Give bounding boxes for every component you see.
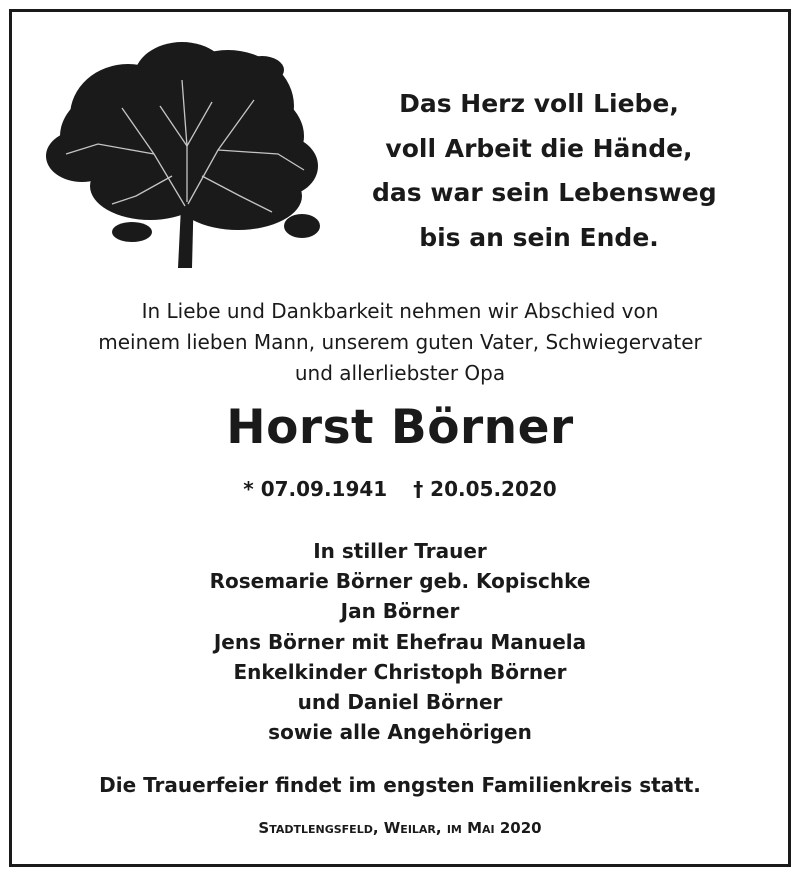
death-date: † 20.05.2020 <box>413 477 557 501</box>
poem-line: voll Arbeit die Hände, <box>385 133 693 163</box>
intro-line: In Liebe und Dankbarkeit nehmen wir Abschied von <box>141 299 659 323</box>
mourner-line: Rosemarie Börner geb. Kopischke <box>209 569 591 594</box>
deceased-name: Horst Börner <box>226 400 574 455</box>
poem-line: Das Herz voll Liebe, <box>399 89 679 118</box>
intro-line: und allerliebster Opa <box>294 361 506 385</box>
mourner-line: Jens Börner mit Ehefrau Manuela <box>213 629 587 654</box>
ceremony-note: Die Trauerfeier findet im engsten Familienkreis statt. <box>99 773 701 797</box>
poem-line: bis an sein Ende. <box>419 222 659 252</box>
mourner-line: In stiller Trauer <box>313 539 487 563</box>
mourner-line: sowie alle Angehörigen <box>268 720 532 745</box>
mourner-line: Enkelkinder Christoph Börner <box>233 659 567 684</box>
mourner-line: und Daniel Börner <box>297 690 503 715</box>
mourner-line: Jan Börner <box>340 599 460 624</box>
poem-line: das war sein Lebensweg <box>372 178 717 207</box>
tree-icon <box>42 36 322 268</box>
intro-text <box>40 296 760 389</box>
intro-line: meinem lieben Mann, unserem guten Vater, Schwiegervater <box>98 330 702 354</box>
mourners-list <box>40 536 760 747</box>
life-dates <box>0 474 800 504</box>
poem <box>372 82 717 260</box>
birth-date: * 07.09.1941 <box>243 477 388 501</box>
place-and-date: Stadtlengsfeld, Weilar, im Mai 2020 <box>258 819 542 837</box>
